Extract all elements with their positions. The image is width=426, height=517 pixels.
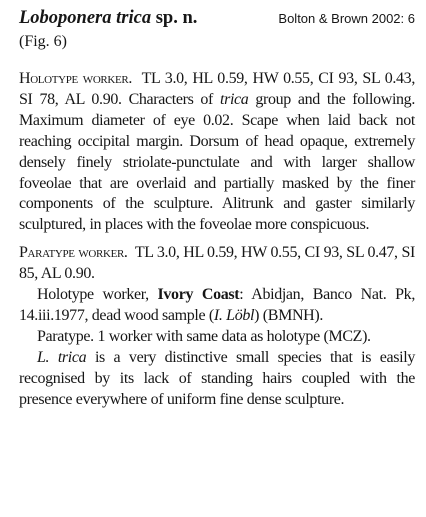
species-status: sp. n. (155, 8, 198, 28)
diagnosis-text: is a very distinctive small species that is easily recognised by its lack of standing hairs coupled with the presence everywhere of uniform fine dense sculpture. (19, 348, 416, 408)
species-name: Loboponera trica (19, 8, 152, 28)
holotype-material (19, 285, 415, 327)
paratype-material: Paratype. 1 worker with same data as holotype (MCZ). (37, 327, 371, 345)
holotype-material-c: ) (BMNH). (254, 306, 323, 324)
country-name: Ivory Coast (157, 286, 240, 304)
collector-name: I. Löbl (213, 306, 255, 324)
diagnosis (19, 348, 415, 411)
paratype-measurements: TL 3.0, HL 0.59, HW 0.55, CI 93, SL 0.47, SI 85, AL 0.90. (19, 244, 415, 283)
holotype-description (19, 69, 415, 236)
species-title-row (19, 6, 415, 30)
holotype-heading: Holotype worker. (19, 70, 133, 87)
group-name: trica (219, 90, 249, 108)
document-page (19, 6, 415, 411)
holotype-material-a: Holotype worker, (37, 286, 149, 304)
holotype-material-b: : Abidjan, Banco Nat. Pk, 14.iii.1977, dead wood sample ( (19, 286, 415, 324)
holotype-desc-b: group and the following. Maximum diameter of eye 0.02. Scape when laid back not reaching occipital margin. Dorsum of head opaque, extremely densely finely striolate-punctulate and with larger shallow foveolae that are overlaid and partially masked by the finer components of the sculpture. Alitrunk and gaster similarly sculptured, in places with the foveolae more conspicuous. (19, 90, 415, 234)
citation: Bolton & Brown 2002: 6 (278, 11, 415, 26)
paratype-heading: Paratype worker. (19, 244, 128, 262)
species-abbrev: L. trica (37, 348, 87, 366)
holotype-measurements: TL 3.0, HL 0.59, HW 0.55, CI 93, SL 0.43, SI 78, AL 0.90. (19, 70, 415, 108)
holotype-desc-a: Characters of (128, 90, 214, 108)
paratype-description (19, 243, 415, 285)
figure-reference: (Fig. 6) (19, 33, 67, 50)
